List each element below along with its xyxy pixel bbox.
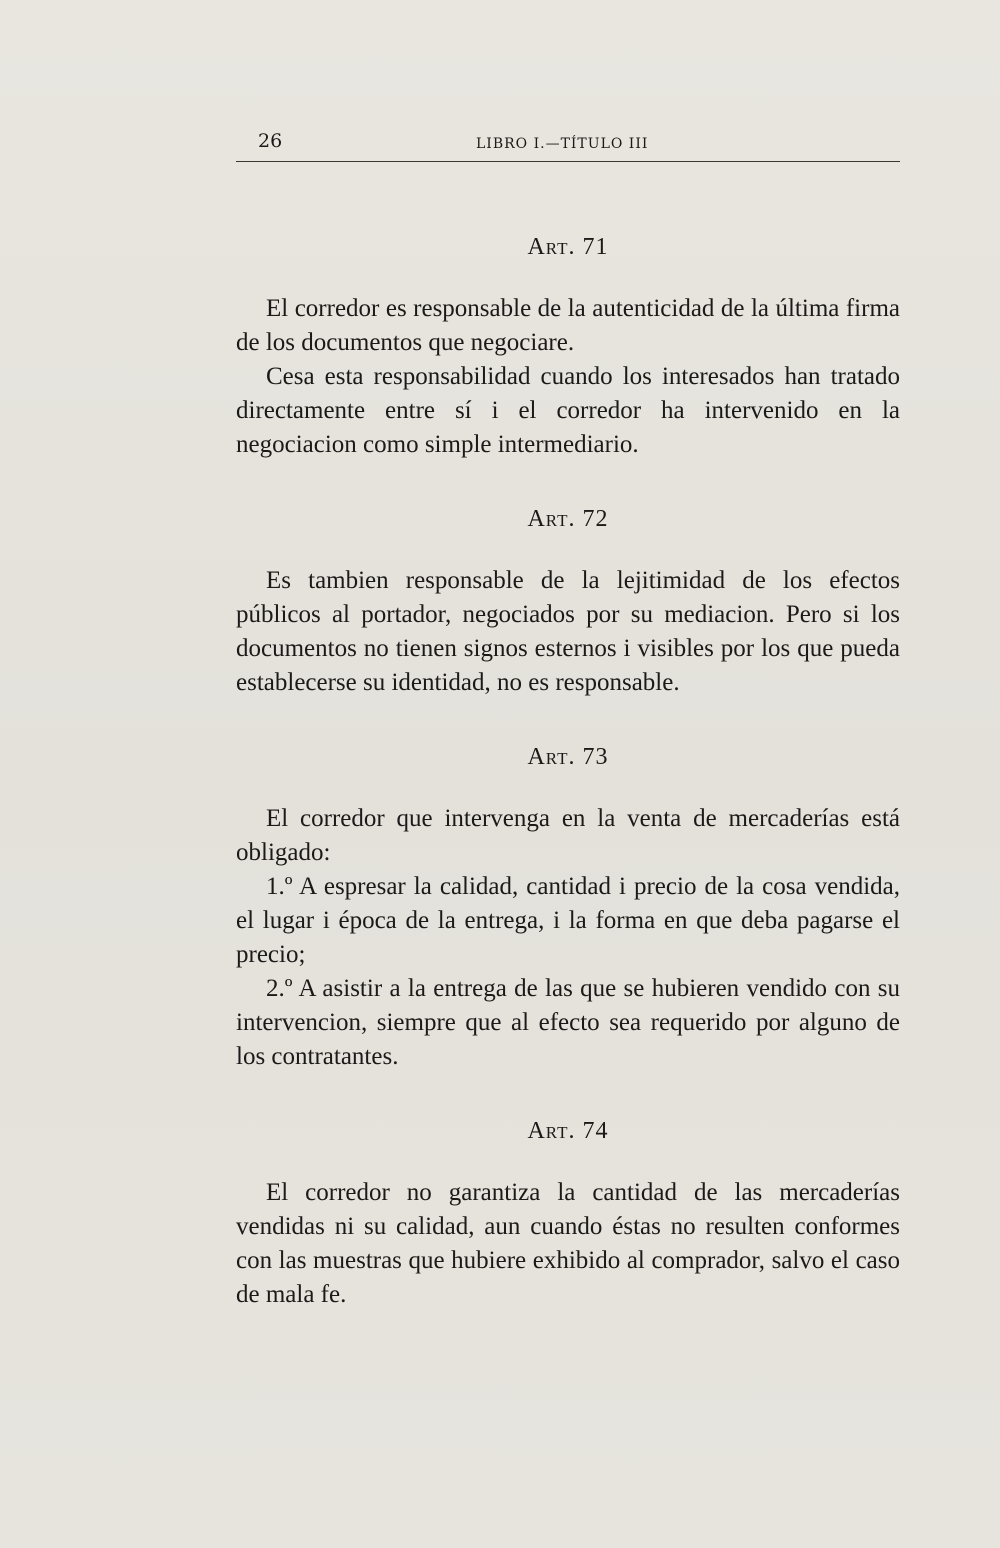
page-body [236, 230, 900, 1312]
article-paragraph: El corredor es responsable de la autenticidad de la última firma de los documentos que negociare. [236, 295, 900, 356]
article-paragraph: El corredor que intervenga en la venta de mercaderías está obligado: [236, 805, 900, 866]
article-paragraph: Es tambien responsable de la lejitimidad de los efectos públicos al portador, negociados por su mediacion. Pero si los documentos no tienen signos esternos i visibles por los que pueda establecerse su identidad, no es responsable. [236, 567, 900, 696]
article-paragraph: El corredor no garantiza la cantidad de las mercaderías vendidas ni su calidad, aun cuando éstas no resulten conformes con las muestras que hubiere exhibido al comprador, salvo el caso de mala fe. [236, 1179, 900, 1308]
header-rule [236, 161, 900, 162]
article-heading: Art. 73 [527, 744, 609, 770]
article-paragraph: 1.º A espresar la calidad, cantidad i precio de la cosa vendida, el lugar i época de la entrega, i la forma en que deba pagarse el precio; [236, 873, 900, 968]
article-paragraph: 2.º A asistir a la entrega de las que se hubieren vendido con su intervencion, siempre que al efecto sea requerido por alguno de los contratantes. [236, 975, 900, 1070]
article-heading: Art. 74 [527, 1118, 609, 1144]
running-head: LIBRO I.—TÍTULO III [476, 136, 649, 152]
page-number: 26 [258, 130, 283, 152]
article-paragraph: Cesa esta responsabilidad cuando los interesados han tratado directamente entre sí i el corredor ha intervenido en la negociacion como simple intermediario. [236, 363, 900, 458]
page-header [236, 130, 900, 160]
article-heading: Art. 71 [527, 234, 609, 260]
article-heading: Art. 72 [527, 506, 609, 532]
